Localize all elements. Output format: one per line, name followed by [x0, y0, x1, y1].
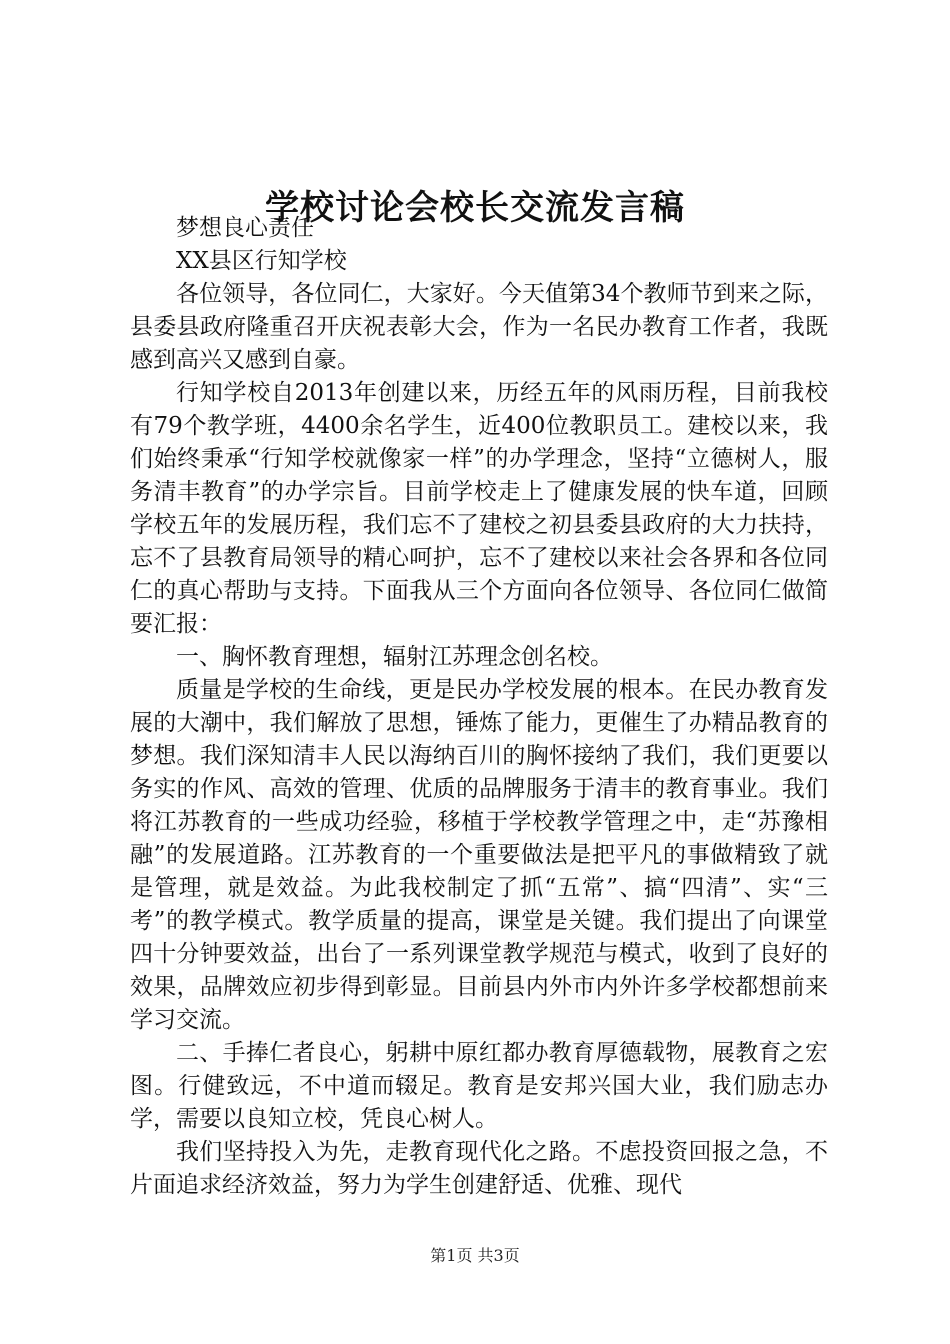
paragraph-section-two-heading: 二、手捧仁者良心，躬耕中原红都办教育厚德载物，展教育之宏图。行健致远，不中道而辍足。教育是安邦兴国大业，我们励志办学，需要以良知立校，凭良心树人。 — [130, 1040, 828, 1132]
paragraph-subtitle: 梦想良心责任 — [176, 215, 314, 241]
paragraph-school-history: 行知学校自2013年创建以来，历经五年的风雨历程，目前我校有79个教学班，4400余名学生，近400位教职员工。建校以来，我们始终秉承“行知学校就像家一样”的办学理念，坚持“立德树人，服务清丰教育”的办学宗旨。目前学校走上了健康发展的快车道，回顾学校五年的发展历程，我们忘不了建校之初县委县政府的大力扶持，忘不了县教育局领导的精心呵护，忘不了建校以来社会各界和各位同仁的真心帮助与支持。下面我从三个方面向各位领导、各位同仁做简要汇报： — [130, 380, 828, 637]
paragraph-school-name: XX县区行知学校 — [176, 248, 347, 274]
paragraph-investment: 我们坚持投入为先，走教育现代化之路。不虑投资回报之急，不片面追求经济效益，努力为学生创建舒适、优雅、现代 — [130, 1139, 828, 1198]
document-body — [130, 212, 828, 1202]
paragraph-section-one-heading: 一、胸怀教育理想，辐射江苏理念创名校。 — [176, 644, 613, 670]
document-title: 学校讨论会校长交流发言稿 — [265, 188, 685, 228]
paragraph-greeting: 各位领导，各位同仁，大家好。今天值第34个教师节到来之际，县委县政府隆重召开庆祝表彰大会，作为一名民办教育工作者，我既感到高兴又感到自豪。 — [130, 281, 828, 373]
paragraph-quality: 质量是学校的生命线，更是民办学校发展的根本。在民办教育发展的大潮中，我们解放了思想，锤炼了能力，更催生了办精品教育的梦想。我们深知清丰人民以海纳百川的胸怀接纳了我们，我们更要以务实的作风、高效的管理、优质的品牌服务于清丰的教育事业。我们将江苏教育的一些成功经验，移植于学校教学管理之中，走“苏豫相融”的发展道路。江苏教育的一个重要做法是把平凡的事做精致了就是管理，就是效益。为此我校制定了抓“五常”、搞“四清”、实“三考”的教学模式。教学质量的提高，课堂是关键。我们提出了向课堂四十分钟要效益，出台了一系列课堂教学规范与模式，收到了良好的效果，品牌效应初步得到彰显。目前县内外市内外许多学校都想前来学习交流。 — [130, 677, 828, 1033]
page-footer: 第1页 共3页 — [430, 1246, 520, 1265]
